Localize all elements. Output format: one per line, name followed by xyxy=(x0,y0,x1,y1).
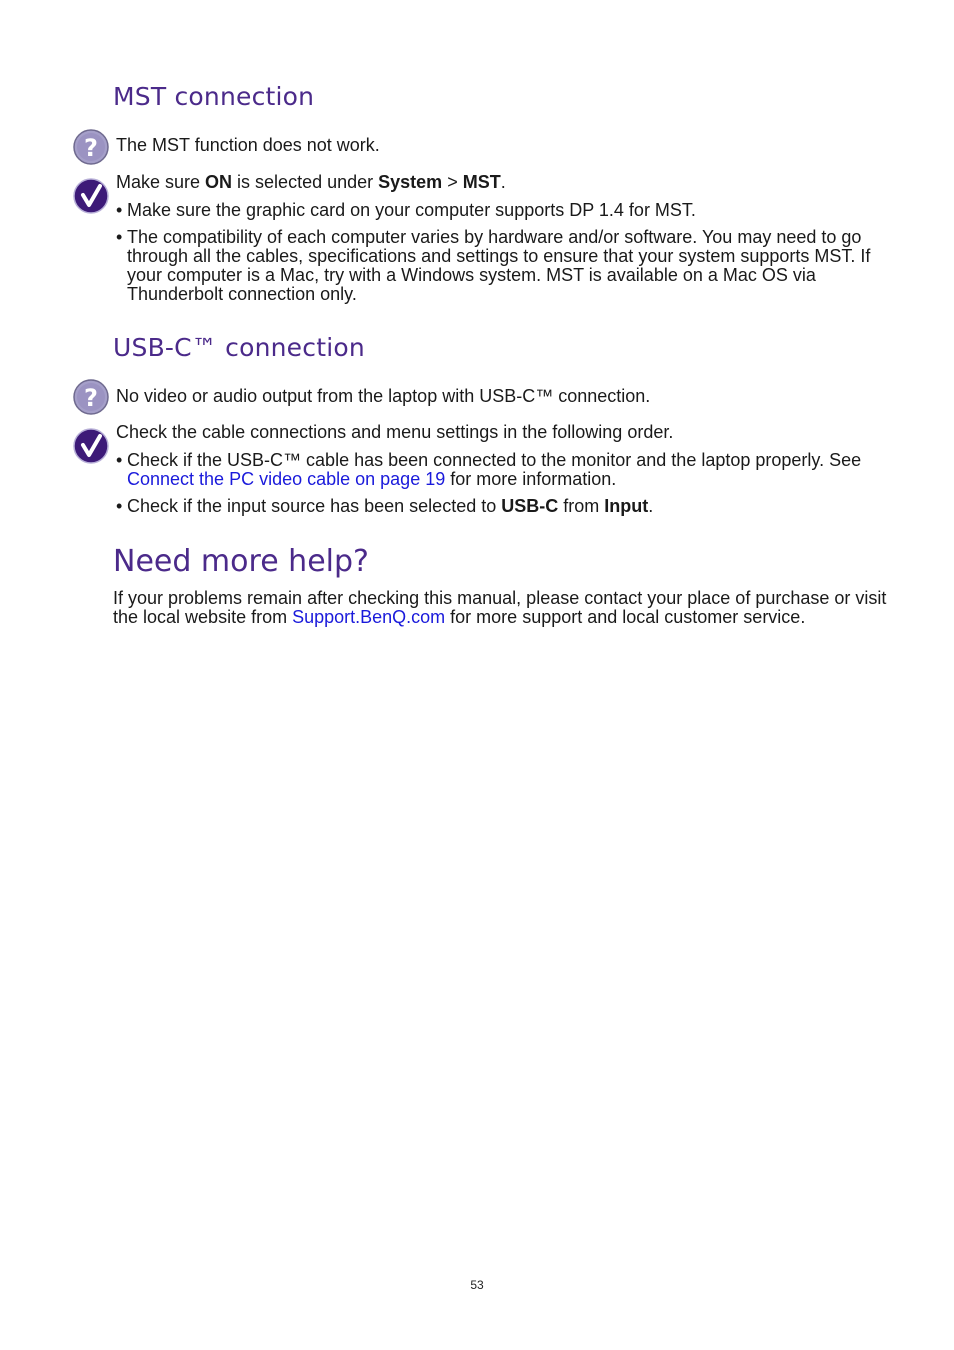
usbc-section-title: USB-C™ connection xyxy=(113,333,365,362)
connect-pc-video-cable-link[interactable]: Connect the PC video cable on page 19 xyxy=(127,469,446,489)
help-paragraph: If your problems remain after checking this manual, please contact your place of purchase or visit the local website from Support.BenQ.com for more support and local customer service. xyxy=(113,588,887,627)
mst-bullet-1: • Make sure the graphic card on your computer supports DP 1.4 for MST. xyxy=(116,200,696,220)
svg-text:?: ? xyxy=(84,384,98,412)
svg-text:?: ? xyxy=(84,134,98,162)
check-icon xyxy=(73,178,109,214)
page-number: 53 xyxy=(470,1278,484,1292)
support-benq-link[interactable]: Support.BenQ.com xyxy=(292,607,446,627)
usbc-bullet-1: • Check if the USB-C™ cable has been connected to the monitor and the laptop properly. See Connect the PC video cable on page 19 for more information. xyxy=(116,450,862,489)
mst-section-title: MST connection xyxy=(113,82,315,111)
usbc-bullet-2: • Check if the input source has been selected to USB-C from Input. xyxy=(116,496,654,516)
need-more-help-title: Need more help? xyxy=(113,544,369,579)
usbc-problem-text: No video or audio output from the laptop with USB-C™ connection. xyxy=(116,386,651,406)
usbc-solution-intro: Check the cable connections and menu settings in the following order. xyxy=(116,422,674,442)
check-icon xyxy=(73,428,109,464)
question-icon xyxy=(73,379,109,415)
mst-problem-text: The MST function does not work. xyxy=(116,135,380,155)
question-icon xyxy=(73,129,109,165)
mst-solution-lead: Make sure ON is selected under System > MST. xyxy=(116,172,506,192)
mst-bullet-2: • The compatibility of each computer varies by hardware and/or software. You may need to go through all the cables, specifications and settings to ensure that your system supports MST. If your computer is a Mac, try with a Windows system. MST is available on a Mac OS via Thunderbolt connection only. xyxy=(116,227,871,304)
